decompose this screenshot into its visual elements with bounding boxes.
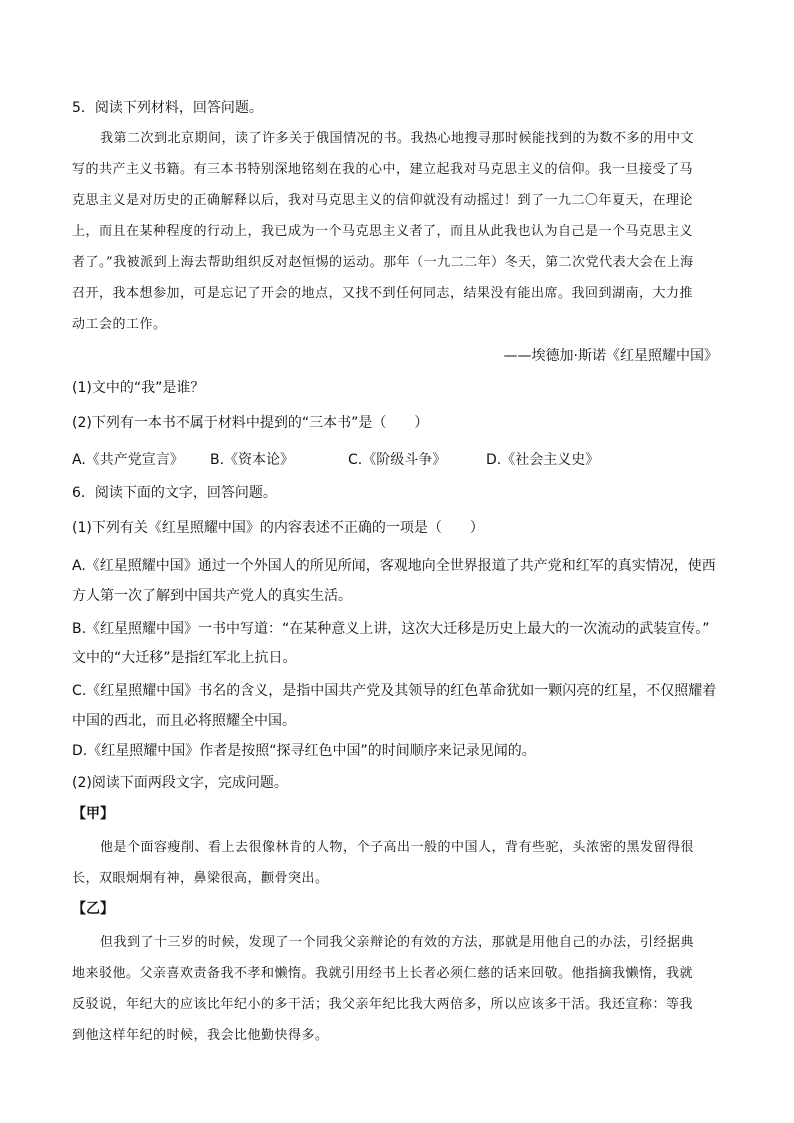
section-yi-label: 【乙】 [72, 901, 114, 917]
option-c-line: 中国的西北，而且必将照耀全中国。 [72, 713, 296, 729]
jia-line: 长，双眼炯炯有神，鼻梁很高，颧骨突出。 [72, 871, 329, 886]
yi-line: 到他这样年纪的时候，我会比他勤快得多。 [72, 1028, 329, 1043]
question-5-options [72, 450, 599, 470]
yi-line: 但我到了十三岁的时候，发现了一个同我父亲辩论的有效的方法，那就是用他自己的办法，引经据典 [100, 935, 695, 950]
passage-line: 写的共产主义书籍。有三本书特别深地铭刻在我的心中，建立起我对马克思主义的信仰。我一旦接受了马 [72, 162, 694, 177]
question-5-sub1: (1)文中的“我”是谁？ [72, 380, 205, 396]
jia-line: 他是个面容瘦削、看上去很像林肯的人物，个子高出一般的中国人，背有些驼，头浓密的黑发留得很 [100, 840, 695, 855]
option-b-line[interactable]: B.《红星照耀中国》一书中写道：“在某种意义上讲，这次大迁移是历史上最大的一次流动的武装宣传。” [72, 621, 710, 637]
option-c[interactable]: C.《阶级斗争》 [348, 452, 447, 468]
option-d-line[interactable]: D.《红星照耀中国》作者是按照“探寻红色中国”的时间顺序来记录见闻的。 [72, 743, 536, 759]
option-b[interactable]: B.《资本论》 [210, 452, 295, 468]
question-6-title: 6．阅读下面的文字，回答问题。 [72, 485, 277, 501]
question-5-sub2: (2)下列有一本书不属于材料中提到的“三本书”是（ ） [72, 415, 429, 431]
passage-line: 我第二次到北京期间，读了许多关于俄国情况的书。我热心地搜寻那时候能找到的为数不多的用中文 [100, 131, 695, 146]
passage-line: 动工会的工作。 [72, 317, 167, 332]
question-6-sub2: (2)阅读下面两段文字，完成问题。 [72, 775, 288, 791]
option-c-line[interactable]: C.《红星照耀中国》书名的含义，是指中国共产党及其领导的红色革命犹如一颗闪亮的红星，不仅照耀着 [72, 683, 717, 699]
question-6-sub1: (1)下列有关《红星照耀中国》的内容表述不正确的一项是（ ） [72, 520, 484, 536]
passage-line: 召开，我本想参加，可是忘记了开会的地点，又找不到任何同志，结果没有能出席。我回到湖南，大力推 [72, 286, 694, 301]
section-jia-label: 【甲】 [72, 806, 114, 822]
option-a[interactable]: A.《共产党宣言》 [72, 452, 184, 468]
passage-line: 上，而且在某种程度的行动上，我已成为一个马克思主义者了，而且从此我也认为自己是一个马克思主义 [72, 224, 694, 239]
question-5-title: 5．阅读下列材料，回答问题。 [72, 100, 263, 116]
yi-line: 地来驳他。父亲喜欢责备我不孝和懒惰。我就引用经书上长者必须仁慈的话来回敬。他指摘我懒惰，我就 [72, 966, 694, 981]
passage-line: 者了。”我被派到上海去帮助组织反对赵恒惕的运动。那年（一九二二年）冬天，第二次党代表大会在上海 [72, 255, 694, 270]
option-a-line[interactable]: A.《红星照耀中国》通过一个外国人的所见所闻，客观地向全世界报道了共产党和红军的真实情况，使西 [72, 558, 716, 574]
passage-line: 克思主义是对历史的正确解释以后，我对马克思主义的信仰就没有动摇过！到了一九二〇年夏天，在理论 [72, 193, 694, 208]
passage-source: ——埃德加·斯诺《红星照耀中国》 [503, 348, 718, 364]
option-a-line: 方人第一次了解到中国共产党人的真实生活。 [72, 588, 352, 604]
yi-line: 反驳说，年纪大的应该比年纪小的多干活；我父亲年纪比我大两倍多，所以应该多干活。我还宣称：等我 [72, 997, 694, 1012]
option-b-line: 文中的“大迁移”是指红军北上抗日。 [72, 650, 297, 666]
option-d[interactable]: D.《社会主义史》 [486, 452, 600, 468]
